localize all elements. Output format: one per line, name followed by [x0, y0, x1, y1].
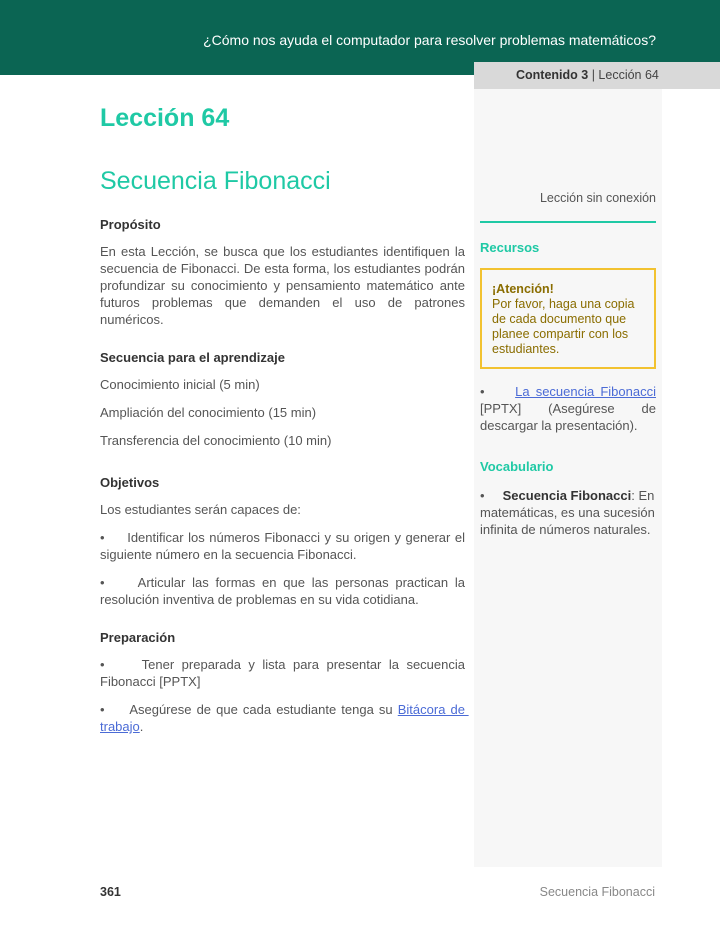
preparation-heading: Preparación [100, 630, 176, 645]
offline-label: Lección sin conexión [480, 190, 656, 223]
bullet: • [480, 384, 516, 399]
main-content [100, 100, 469, 746]
vocabulary-heading: Vocabulario [480, 459, 554, 474]
objective-item: • Identificar los números Fibonacci y su origen y generar el siguiente número en la secuencia Fibonacci. [100, 530, 469, 562]
purpose-heading: Propósito [100, 217, 161, 232]
objectives-heading: Objetivos [100, 475, 160, 490]
breadcrumb [474, 62, 720, 89]
objectives-intro: Los estudiantes serán capaces de: [100, 502, 301, 517]
resource-text: [PPTX] (Asegúrese de descargar la presentación). [480, 384, 660, 433]
preparation-item [100, 701, 469, 735]
lesson-subtitle: Secuencia Fibonacci [100, 167, 331, 195]
bitacora-link[interactable]: Bitácora de trabajo [100, 702, 469, 734]
objective-item: • Articular las formas en que las personas practican la resolución inventiva de problemas en su vida cotidiana. [100, 575, 469, 607]
preparation-item: • Tener preparada y lista para presentar la secuencia Fibonacci [PPTX] [100, 657, 469, 689]
breadcrumb-content: Contenido 3 [516, 68, 589, 82]
sequence-item: Ampliación del conocimiento (15 min) [100, 405, 317, 420]
preparation-text: • Asegúrese de que cada estudiante tenga su [100, 702, 398, 717]
page-number: 361 [100, 885, 121, 899]
resources-heading: Recursos [480, 240, 540, 255]
lesson-title: Lección 64 [100, 104, 230, 132]
sequence-heading: Secuencia para el aprendizaje [100, 350, 285, 365]
sidebar [480, 190, 660, 549]
breadcrumb-separator: | [588, 68, 599, 82]
attention-box [480, 268, 656, 369]
resource-item [480, 383, 660, 434]
fibonacci-presentation-link[interactable]: La secuencia Fibonacci [515, 384, 656, 399]
breadcrumb-lesson: Lección 64 [598, 68, 659, 82]
alert-title: ¡Atención! [492, 282, 554, 296]
bullet: • [480, 488, 503, 503]
header-title: ¿Cómo nos ayuda el computador para resolver problemas matemáticos? [203, 32, 656, 48]
vocab-term: Secuencia Fibonacci [502, 488, 632, 503]
preparation-suffix: . [139, 719, 144, 734]
purpose-text: En esta Lección, se busca que los estudiantes identifiquen la secuencia de Fibonacci. De esta forma, los estudiantes podrán profundizar su conocimiento y pensamiento matemático ante futuros problemas que demanden el uso de patrones numéricos. [100, 244, 465, 327]
alert-text: Por favor, haga una copia de cada documento que planee compartir con los estudiantes. [492, 297, 635, 356]
sequence-item: Transferencia del conocimiento (10 min) [100, 433, 332, 448]
vocabulary-item [480, 487, 656, 538]
vocab-definition: : En matemáticas, es una sucesión infinita de números naturales. [480, 488, 655, 537]
sequence-item: Conocimiento inicial (5 min) [100, 377, 260, 392]
footer-title: Secuencia Fibonacci [539, 885, 655, 899]
